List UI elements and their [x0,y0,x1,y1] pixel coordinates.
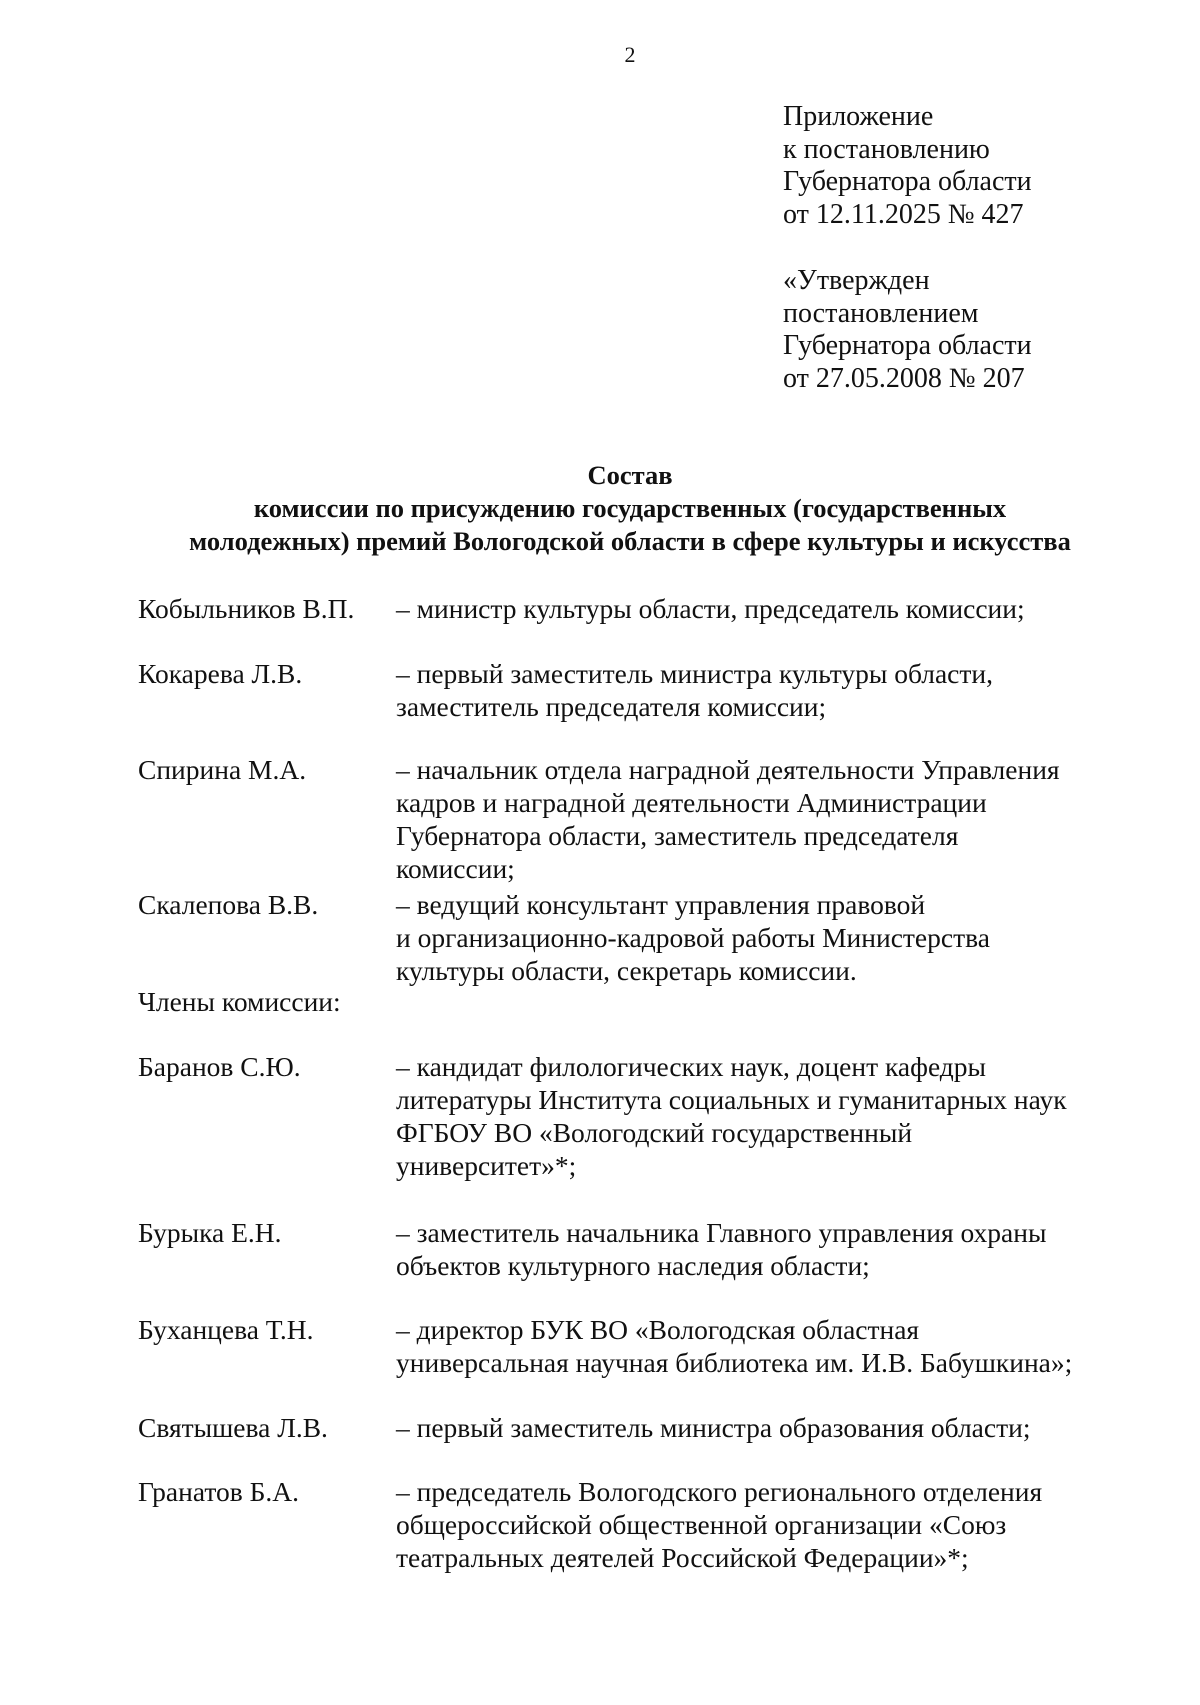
appendix-line: от 12.11.2025 № 427 [783,198,1024,230]
member-description [396,1313,1116,1379]
member-description-line: универсальная научная библиотека им. И.В. Бабушкина»; [396,1347,1073,1378]
approved-line: Губернатора области [783,330,1032,361]
member-name: Кобыльников В.П. [138,593,355,624]
member-name: Скалепова В.В. [138,889,319,920]
member-name: Гранатов Б.А. [138,1476,299,1507]
approved-block [783,265,1032,395]
title-heading: Состав [587,460,673,490]
member-description [396,1216,1116,1282]
approved-line: «Утвержден [783,265,930,296]
member-name: Кокарева Л.В. [138,658,303,689]
appendix-block [783,101,1032,231]
member-description-line: – ведущий консультант управления правовой [396,889,926,920]
page-number: 2 [624,42,636,67]
members-section-label: Члены комиссии: [138,986,341,1017]
member-description-line: ФГБОУ ВО «Вологодский государственный [396,1117,913,1148]
member-description-line: театральных деятелей Российской Федерации»*; [396,1542,969,1573]
document-title [130,459,1130,558]
title-line: комиссии по присуждению государственных (государственных [253,493,1007,523]
member-description-line: – первый заместитель министра образования области; [396,1412,1031,1443]
approved-line: постановлением [783,297,979,329]
member-description-line: – директор БУК ВО «Вологодская областная [396,1314,920,1345]
member-description [396,753,1116,885]
member-description [396,1475,1116,1574]
member-description-line: – начальник отдела наградной деятельности Управления [396,754,1060,785]
member-description-line: литературы Института социальных и гуманитарных наук [396,1084,1067,1115]
member-name: Спирина М.А. [138,754,307,785]
member-description-line: университет»*; [396,1150,577,1181]
member-description-line: – первый заместитель министра культуры области, [396,658,993,689]
member-description-line: – министр культуры области, председатель комиссии; [396,593,1025,624]
member-name: Баранов С.Ю. [138,1051,301,1082]
appendix-line: к постановлению [783,133,990,165]
member-description-line: Губернатора области, заместитель председателя [396,820,959,851]
member-description-line: комиссии; [396,853,515,884]
member-description-line: заместитель председателя комиссии; [396,691,827,722]
member-description [396,657,1116,723]
member-description-line: и организационно-кадровой работы Министерства [396,922,990,953]
member-name: Святышева Л.В. [138,1412,328,1443]
approved-line: от 27.05.2008 № 207 [783,362,1025,394]
member-name: Бурыка Е.Н. [138,1217,282,1248]
appendix-line: Губернатора области [783,166,1032,197]
appendix-line: Приложение [783,101,934,132]
member-description [396,888,1116,987]
member-description-line: кадров и наградной деятельности Администрации [396,787,987,818]
member-name: Буханцева Т.Н. [138,1314,314,1345]
member-description [396,1411,1116,1444]
member-description-line: объектов культурного наследия области; [396,1250,870,1281]
title-line: молодежных) премий Вологодской области в сфере культуры и искусства [189,526,1071,556]
member-description [396,592,1116,625]
member-description-line: – кандидат филологических наук, доцент кафедры [396,1051,987,1082]
member-description-line: культуры области, секретарь комиссии. [396,955,857,986]
member-description-line: – заместитель начальника Главного управления охраны [396,1217,1047,1248]
member-description-line: – председатель Вологодского регионального отделения [396,1476,1043,1507]
member-description-line: общероссийской общественной организации «Союз [396,1509,1007,1540]
member-description [396,1050,1116,1182]
